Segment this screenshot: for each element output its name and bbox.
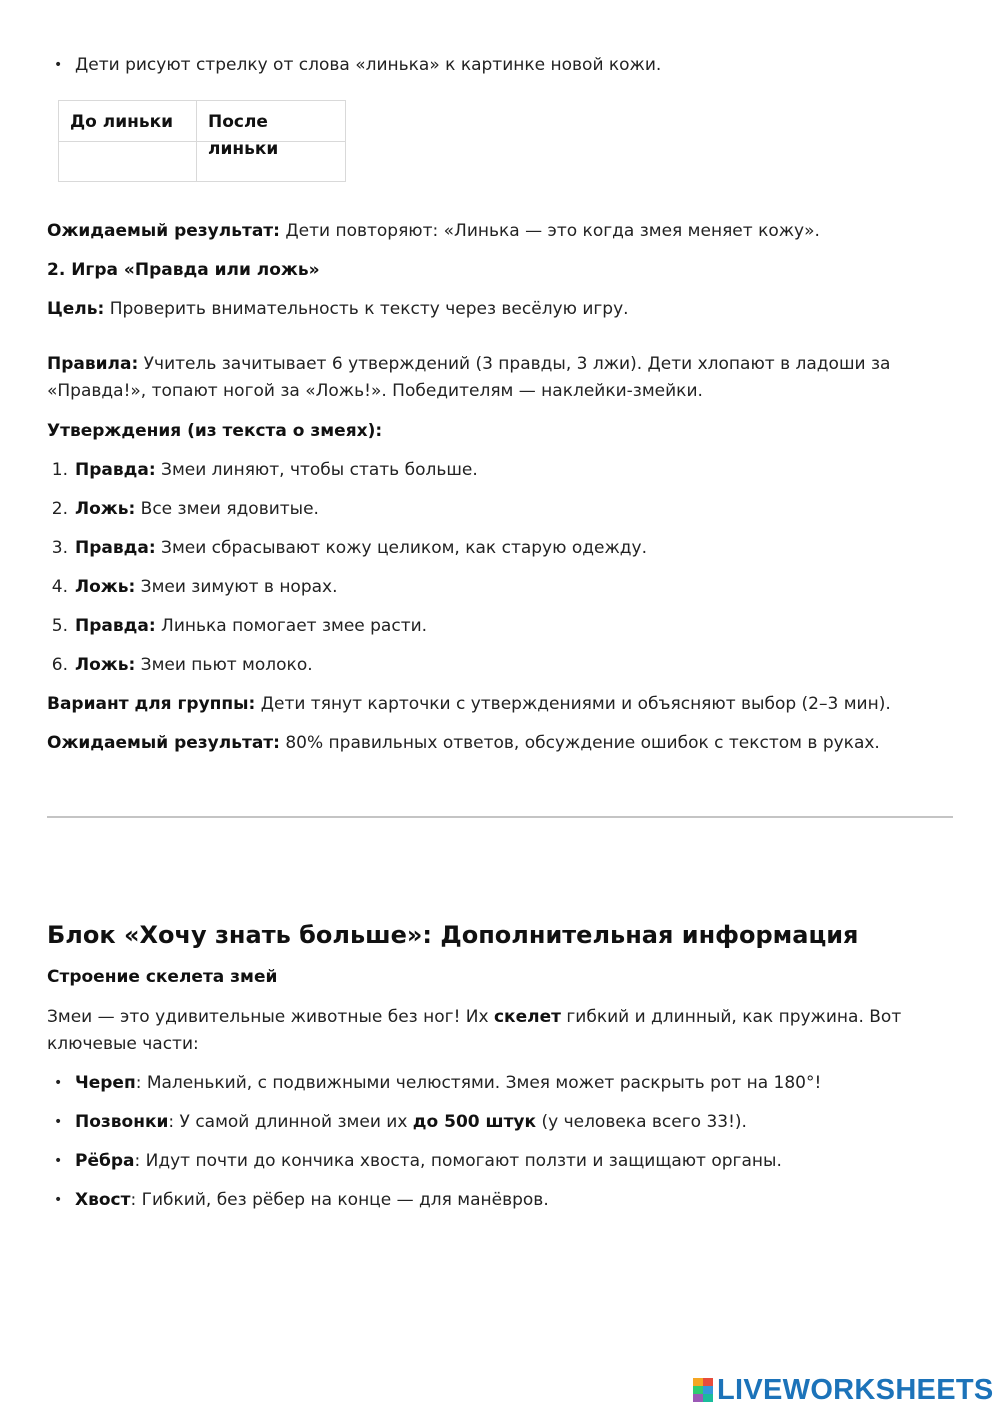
table-header-after: После линьки [208, 112, 279, 159]
statement-verdict: Правда: [75, 538, 156, 558]
statement-item [75, 457, 478, 484]
logo-tile [693, 1394, 703, 1402]
goal-label: Цель: [47, 299, 105, 319]
statement-verdict: Правда: [75, 616, 156, 636]
intro-text-end: гибкий и длинный, как пружина. Вот ключевые части: [47, 1007, 902, 1054]
expected-result-2 [47, 730, 880, 757]
skeleton-part-vertebrae [75, 1109, 747, 1136]
part-text: : Маленький, с подвижными челюстями. Змея может раскрыть рот на 180°! [135, 1073, 822, 1093]
part-text: : Гибкий, без рёбер на конце — для манёвров. [130, 1190, 549, 1210]
molt-table [58, 100, 346, 182]
logo-tile [703, 1386, 713, 1394]
expected-result-label: Ожидаемый результат: [47, 733, 280, 753]
statement-verdict: Ложь: [75, 577, 136, 597]
logo-tile [693, 1386, 703, 1394]
bullet-marker: • [54, 1153, 63, 1169]
statement-text: Змеи зимуют в норах. [135, 577, 338, 597]
group-variant [47, 691, 891, 718]
statement-text: Змеи пьют молоко. [135, 655, 313, 675]
statement-item [75, 496, 319, 523]
game-heading: 2. Игра «Правда или ложь» [47, 260, 320, 280]
intro-text-start: Змеи — это удивительные животные без ног! Их [47, 1007, 494, 1027]
logo-tile [693, 1378, 703, 1386]
part-label: Рёбра [75, 1151, 135, 1171]
statement-text: Змеи линяют, чтобы стать больше. [155, 460, 478, 480]
part-label: Хвост [75, 1190, 131, 1210]
statement-number: 6. [51, 655, 68, 675]
table-cell-after-header [197, 101, 346, 159]
statement-number: 2. [51, 499, 68, 519]
bullet-marker: • [54, 57, 63, 73]
intro-bold-skeleton: скелет [493, 1007, 561, 1027]
part-label: Позвонки [75, 1112, 169, 1132]
statement-number: 4. [51, 577, 68, 597]
table-cell-before-header [59, 101, 197, 142]
skeleton-subheading: Строение скелета змей [47, 967, 278, 987]
liveworksheets-logo-icon [693, 1378, 713, 1402]
expected-result-1 [47, 218, 820, 245]
statement-item [75, 652, 313, 679]
statement-item [75, 574, 338, 601]
statement-text: Все змеи ядовитые. [135, 499, 319, 519]
skeleton-part-skull [75, 1070, 821, 1097]
expected-result-text: Дети повторяют: «Линька — это когда змея меняет кожу». [279, 221, 820, 241]
part-text: : Идут почти до кончика хвоста, помогают ползти и защищают органы. [134, 1151, 782, 1171]
statement-item [75, 613, 427, 640]
table-cell-before-answer[interactable] [59, 142, 197, 182]
skeleton-part-tail [75, 1187, 549, 1214]
statement-item [75, 535, 647, 562]
rules-text: Учитель зачитывает 6 утверждений (3 правды, 3 лжи). Дети хлопают в ладоши за «Правда!», топают ногой за «Ложь!». Победителям — наклейки-змейки. [47, 354, 891, 401]
statement-verdict: Правда: [75, 460, 156, 480]
expected-result-text: 80% правильных ответов, обсуждение ошибок с текстом в руках. [279, 733, 880, 753]
logo-tile [703, 1378, 713, 1386]
more-info-heading: Блок «Хочу знать больше»: Дополнительная информация [47, 921, 859, 949]
goal-text: Проверить внимательность к тексту через весёлую игру. [104, 299, 629, 319]
variant-label: Вариант для группы: [47, 694, 256, 714]
skeleton-intro [47, 1004, 917, 1058]
part-bold-count: до 500 штук [412, 1112, 537, 1132]
game-goal [47, 296, 629, 323]
skeleton-part-ribs [75, 1148, 782, 1175]
logo-tile [703, 1394, 713, 1402]
table-header-before: До линьки [70, 112, 174, 132]
statement-verdict: Ложь: [75, 655, 136, 675]
logo-text: LIVEWORKSHEETS [717, 1374, 994, 1406]
variant-text: Дети тянут карточки с утверждениями и объясняют выбор (2–3 мин). [255, 694, 891, 714]
part-text-end: (у человека всего 33!). [536, 1112, 747, 1132]
rules-label: Правила: [47, 354, 139, 374]
part-label: Череп [75, 1073, 136, 1093]
bullet-text-arrow-task: Дети рисуют стрелку от слова «линька» к картинке новой кожи. [75, 55, 662, 75]
game-rules [47, 351, 927, 405]
section-divider [47, 816, 953, 818]
statement-verdict: Ложь: [75, 499, 136, 519]
statement-number: 1. [51, 460, 68, 480]
statement-number: 3. [51, 538, 68, 558]
statement-number: 5. [51, 616, 68, 636]
bullet-marker: • [54, 1075, 63, 1091]
expected-result-label: Ожидаемый результат: [47, 221, 280, 241]
liveworksheets-logo[interactable] [693, 1374, 994, 1406]
statement-text: Змеи сбрасывают кожу целиком, как старую одежду. [155, 538, 647, 558]
part-text: : У самой длинной змеи их [168, 1112, 413, 1132]
bullet-marker: • [54, 1114, 63, 1130]
statements-heading: Утверждения (из текста о змеях): [47, 421, 383, 441]
bullet-marker: • [54, 1192, 63, 1208]
statement-text: Линька помогает змее расти. [155, 616, 428, 636]
